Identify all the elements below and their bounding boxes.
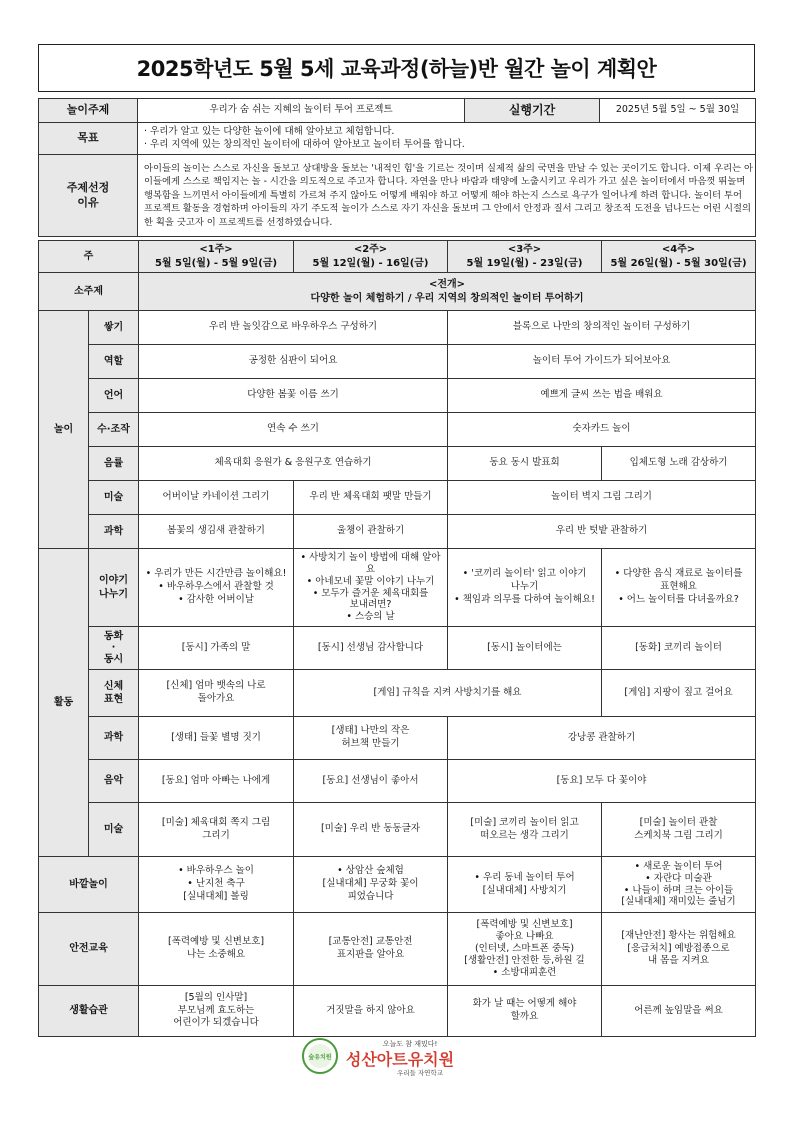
info-table [38, 98, 756, 237]
activity-cell: [게임] 지팡이 짚고 걸어요 [602, 670, 756, 717]
logo-slogan: 오늘도 참 재밌다! [382, 1040, 438, 1048]
activity-cell: [동요] 모두 다 꽃이야 [448, 760, 756, 803]
play-cell: 울챙이 관찰하기 [294, 515, 448, 549]
activity-row-label: 동화 · 동시 [89, 627, 139, 670]
activity-cell: [생태] 들꽃 별명 짓기 [139, 717, 294, 760]
activity-cell: [생태] 나만의 작은 허브책 만들기 [294, 717, 448, 760]
kindergarten-logo [300, 1035, 470, 1077]
activity-cell: [미술] 체육대회 쪽지 그림 그리기 [139, 803, 294, 857]
activity-cell: [미술] 놀이터 관찰 스케치북 그림 그리기 [602, 803, 756, 857]
goal-list [138, 123, 756, 155]
reason-label-line: 이유 [77, 195, 99, 209]
play-cell: 예쁘게 글씨 쓰는 법을 배워요 [448, 379, 756, 413]
play-cell: 블록으로 나만의 창의적인 놀이터 구성하기 [448, 311, 756, 345]
outdoor-cell: • 우리 동네 놀이터 투어 [실내대체] 사방치기 [448, 857, 602, 913]
play-cell: 숫자카드 놀이 [448, 413, 756, 447]
activity-section-label: 활동 [39, 549, 89, 857]
safety-cell: [교통안전] 교통안전 표지판을 알아요 [294, 913, 448, 986]
logo-badge-text: 숲유치원 [308, 1054, 332, 1061]
play-cell: 놀이터 벽지 그림 그리기 [448, 481, 756, 515]
play-cell: 공정한 심판이 되어요 [139, 345, 448, 379]
habit-cell: 거짓말을 하지 않아요 [294, 986, 448, 1037]
habit-cell: 어른께 높임말을 써요 [602, 986, 756, 1037]
reason-text: 아이들의 놀이는 스스로 자신을 돌보고 상대방을 돌보는 '내적인 힘'을 기르는 것이며 실제적 삶의 국면을 만날 수 있는 곳이기도 합니다. 이제 우리는 아이들에게 스스로 책임지는 놀 - 시간을 의도적으로 주고자 합니다. 자연을 만나 바람과 태양에 노출시키고 우리가 가고 싶은 놀이터에서 마음껏 뛰놀며 행복함을 느끼면서 아이들에게 특별히 가르쳐 주지 않아도 어떻게 배워야 하고 어떻게 해야 하는지 스스로 욕구가 일어나게 하려 합니다. 놀이터 투어 프로젝트 활동을 경험하며 아이들의 자기 주도적 놀이가 스스로 자기 자신을 돌보며 그 안에서 안정과 질서 그리고 창조적 도전을 넘나드는 어린 시절의 한 획을 긋고자 이 프로젝트를 선정하였습니다. [138, 155, 756, 237]
play-cell: 동요 동시 발표회 [448, 447, 602, 481]
activity-cell: • '코끼리 놀이터' 읽고 이야기 나누기 • 책임과 의무를 다하여 놀이해요! [448, 549, 602, 627]
goal-item: · 우리 지역에 있는 창의적인 놀이터에 대하여 알아보고 놀이터 투어를 합니다. [144, 138, 465, 150]
goal-label: 목표 [39, 123, 138, 155]
activity-cell: • 우리가 만든 시간만큼 놀이해요! • 바우하우스에서 관찰할 것 • 감사한 어버이날 [139, 549, 294, 627]
activity-row-label: 이야기 나누기 [89, 549, 139, 627]
play-cell: 우리 반 체육대회 팻말 만들기 [294, 481, 448, 515]
week-header: <2주> 5월 12일(월) - 16일(금) [294, 241, 448, 273]
theme-value: 우리가 숨 쉬는 지혜의 놀이터 투어 프로젝트 [138, 99, 465, 123]
play-cell: 어버이날 카네이션 그리기 [139, 481, 294, 515]
activity-cell: [동요] 선생님이 좋아서 [294, 760, 448, 803]
play-cell: 우리 반 텃밭 관찰하기 [448, 515, 756, 549]
play-cell: 체육대회 응원가 & 응원구호 연습하기 [139, 447, 448, 481]
week-header: <1주> 5월 5일(월) - 5월 9일(금) [139, 241, 294, 273]
period-value: 2025년 5월 5일 ~ 5월 30일 [600, 99, 756, 123]
period-label: 실행기간 [465, 99, 600, 123]
reason-label-line: 주제선정 [66, 180, 110, 194]
logo-name: 성산아트유치원 [345, 1050, 455, 1069]
activity-cell: [미술] 코끼리 놀이터 읽고 떠오르는 생각 그리기 [448, 803, 602, 857]
activity-cell: [게임] 규칙을 지켜 사방치기를 해요 [294, 670, 602, 717]
reason-label [39, 155, 138, 237]
outdoor-cell: • 새로운 놀이터 투어 • 자란다 미술관 • 나들이 하며 크는 아이들 [실내대체] 재미있는 줄넘기 [602, 857, 756, 913]
play-cell: 봄꽃의 생김새 관찰하기 [139, 515, 294, 549]
activity-cell: [신체] 엄마 뱃속의 나로 돌아가요 [139, 670, 294, 717]
activity-row-label: 미술 [89, 803, 139, 857]
week-label: 주 [39, 241, 139, 273]
goal-item: · 우리가 알고 있는 다양한 놀이에 대해 알아보고 체험합니다. [144, 125, 395, 137]
activity-cell: [동화] 코끼리 놀이터 [602, 627, 756, 670]
habit-label: 생활습관 [39, 986, 139, 1037]
subtheme-value: <전개> 다양한 놀이 체험하기 / 우리 지역의 창의적인 놀이터 투어하기 [139, 273, 756, 311]
play-row-label: 수·조작 [89, 413, 139, 447]
safety-label: 안전교육 [39, 913, 139, 986]
activity-cell: [동시] 선생님 감사합니다 [294, 627, 448, 670]
outdoor-cell: • 상암산 숲체험 [실내대체] 무궁화 꽃이 피었습니다 [294, 857, 448, 913]
week-header: <3주> 5월 19일(월) - 23일(금) [448, 241, 602, 273]
activity-cell: [동요] 엄마 아빠는 나에게 [139, 760, 294, 803]
activity-row-label: 신체 표현 [89, 670, 139, 717]
play-cell: 연속 수 쓰기 [139, 413, 448, 447]
safety-cell: [폭력예방 및 신변보호] 좋아요 나빠요 (인터넷, 스마트폰 중독) [생활안전] 안전한 등,하원 길 • 소방대피훈련 [448, 913, 602, 986]
activity-cell: [동시] 가족의 말 [139, 627, 294, 670]
play-row-label: 미술 [89, 481, 139, 515]
play-cell: 입체도형 노래 감상하기 [602, 447, 756, 481]
play-row-label: 과학 [89, 515, 139, 549]
outdoor-cell: • 바우하우스 놀이 • 난지천 축구 [실내대체] 볼링 [139, 857, 294, 913]
play-cell: 다양한 봄꽃 이름 쓰기 [139, 379, 448, 413]
activity-cell: • 사방치기 놀이 방법에 대해 알아요 • 아네모네 꽃말 이야기 나누기 • 모두가 즐거운 체육대회를 보내려면? • 스승의 날 [294, 549, 448, 627]
play-cell: 우리 반 놀잇감으로 바우하우스 구성하기 [139, 311, 448, 345]
activity-row-label: 음악 [89, 760, 139, 803]
play-row-label: 언어 [89, 379, 139, 413]
safety-cell: [폭력예방 및 신변보호] 나는 소중해요 [139, 913, 294, 986]
outdoor-label: 바깥놀이 [39, 857, 139, 913]
activity-cell: • 다양한 음식 재료로 놀이터를 표현해요 • 어느 놀이터를 다녀올까요? [602, 549, 756, 627]
play-section-label: 놀이 [39, 311, 89, 549]
subtheme-label: 소주제 [39, 273, 139, 311]
activity-cell: 강낭콩 관찰하기 [448, 717, 756, 760]
activity-cell: [미술] 우리 반 동동글자 [294, 803, 448, 857]
logo-sub: 우리들 자연학교 [396, 1069, 444, 1077]
activity-row-label: 과학 [89, 717, 139, 760]
safety-cell: [재난안전] 황사는 위험해요 [응급처치] 예방접종으로 내 몸을 지켜요 [602, 913, 756, 986]
theme-label: 놀이주제 [39, 99, 138, 123]
plan-table [38, 240, 756, 1037]
play-row-label: 음률 [89, 447, 139, 481]
habit-cell: [5월의 인사말] 부모님께 효도하는 어린이가 되겠습니다 [139, 986, 294, 1037]
play-row-label: 역할 [89, 345, 139, 379]
habit-cell: 화가 날 때는 어떻게 해야 할까요 [448, 986, 602, 1037]
activity-cell: [동시] 놀이터에는 [448, 627, 602, 670]
play-cell: 놀이터 투어 가이드가 되어보아요 [448, 345, 756, 379]
week-header: <4주> 5월 26일(월) - 5월 30일(금) [602, 241, 756, 273]
play-row-label: 쌓기 [89, 311, 139, 345]
page-title: 2025학년도 5월 5세 교육과정(하늘)반 월간 놀이 계획안 [38, 44, 755, 92]
